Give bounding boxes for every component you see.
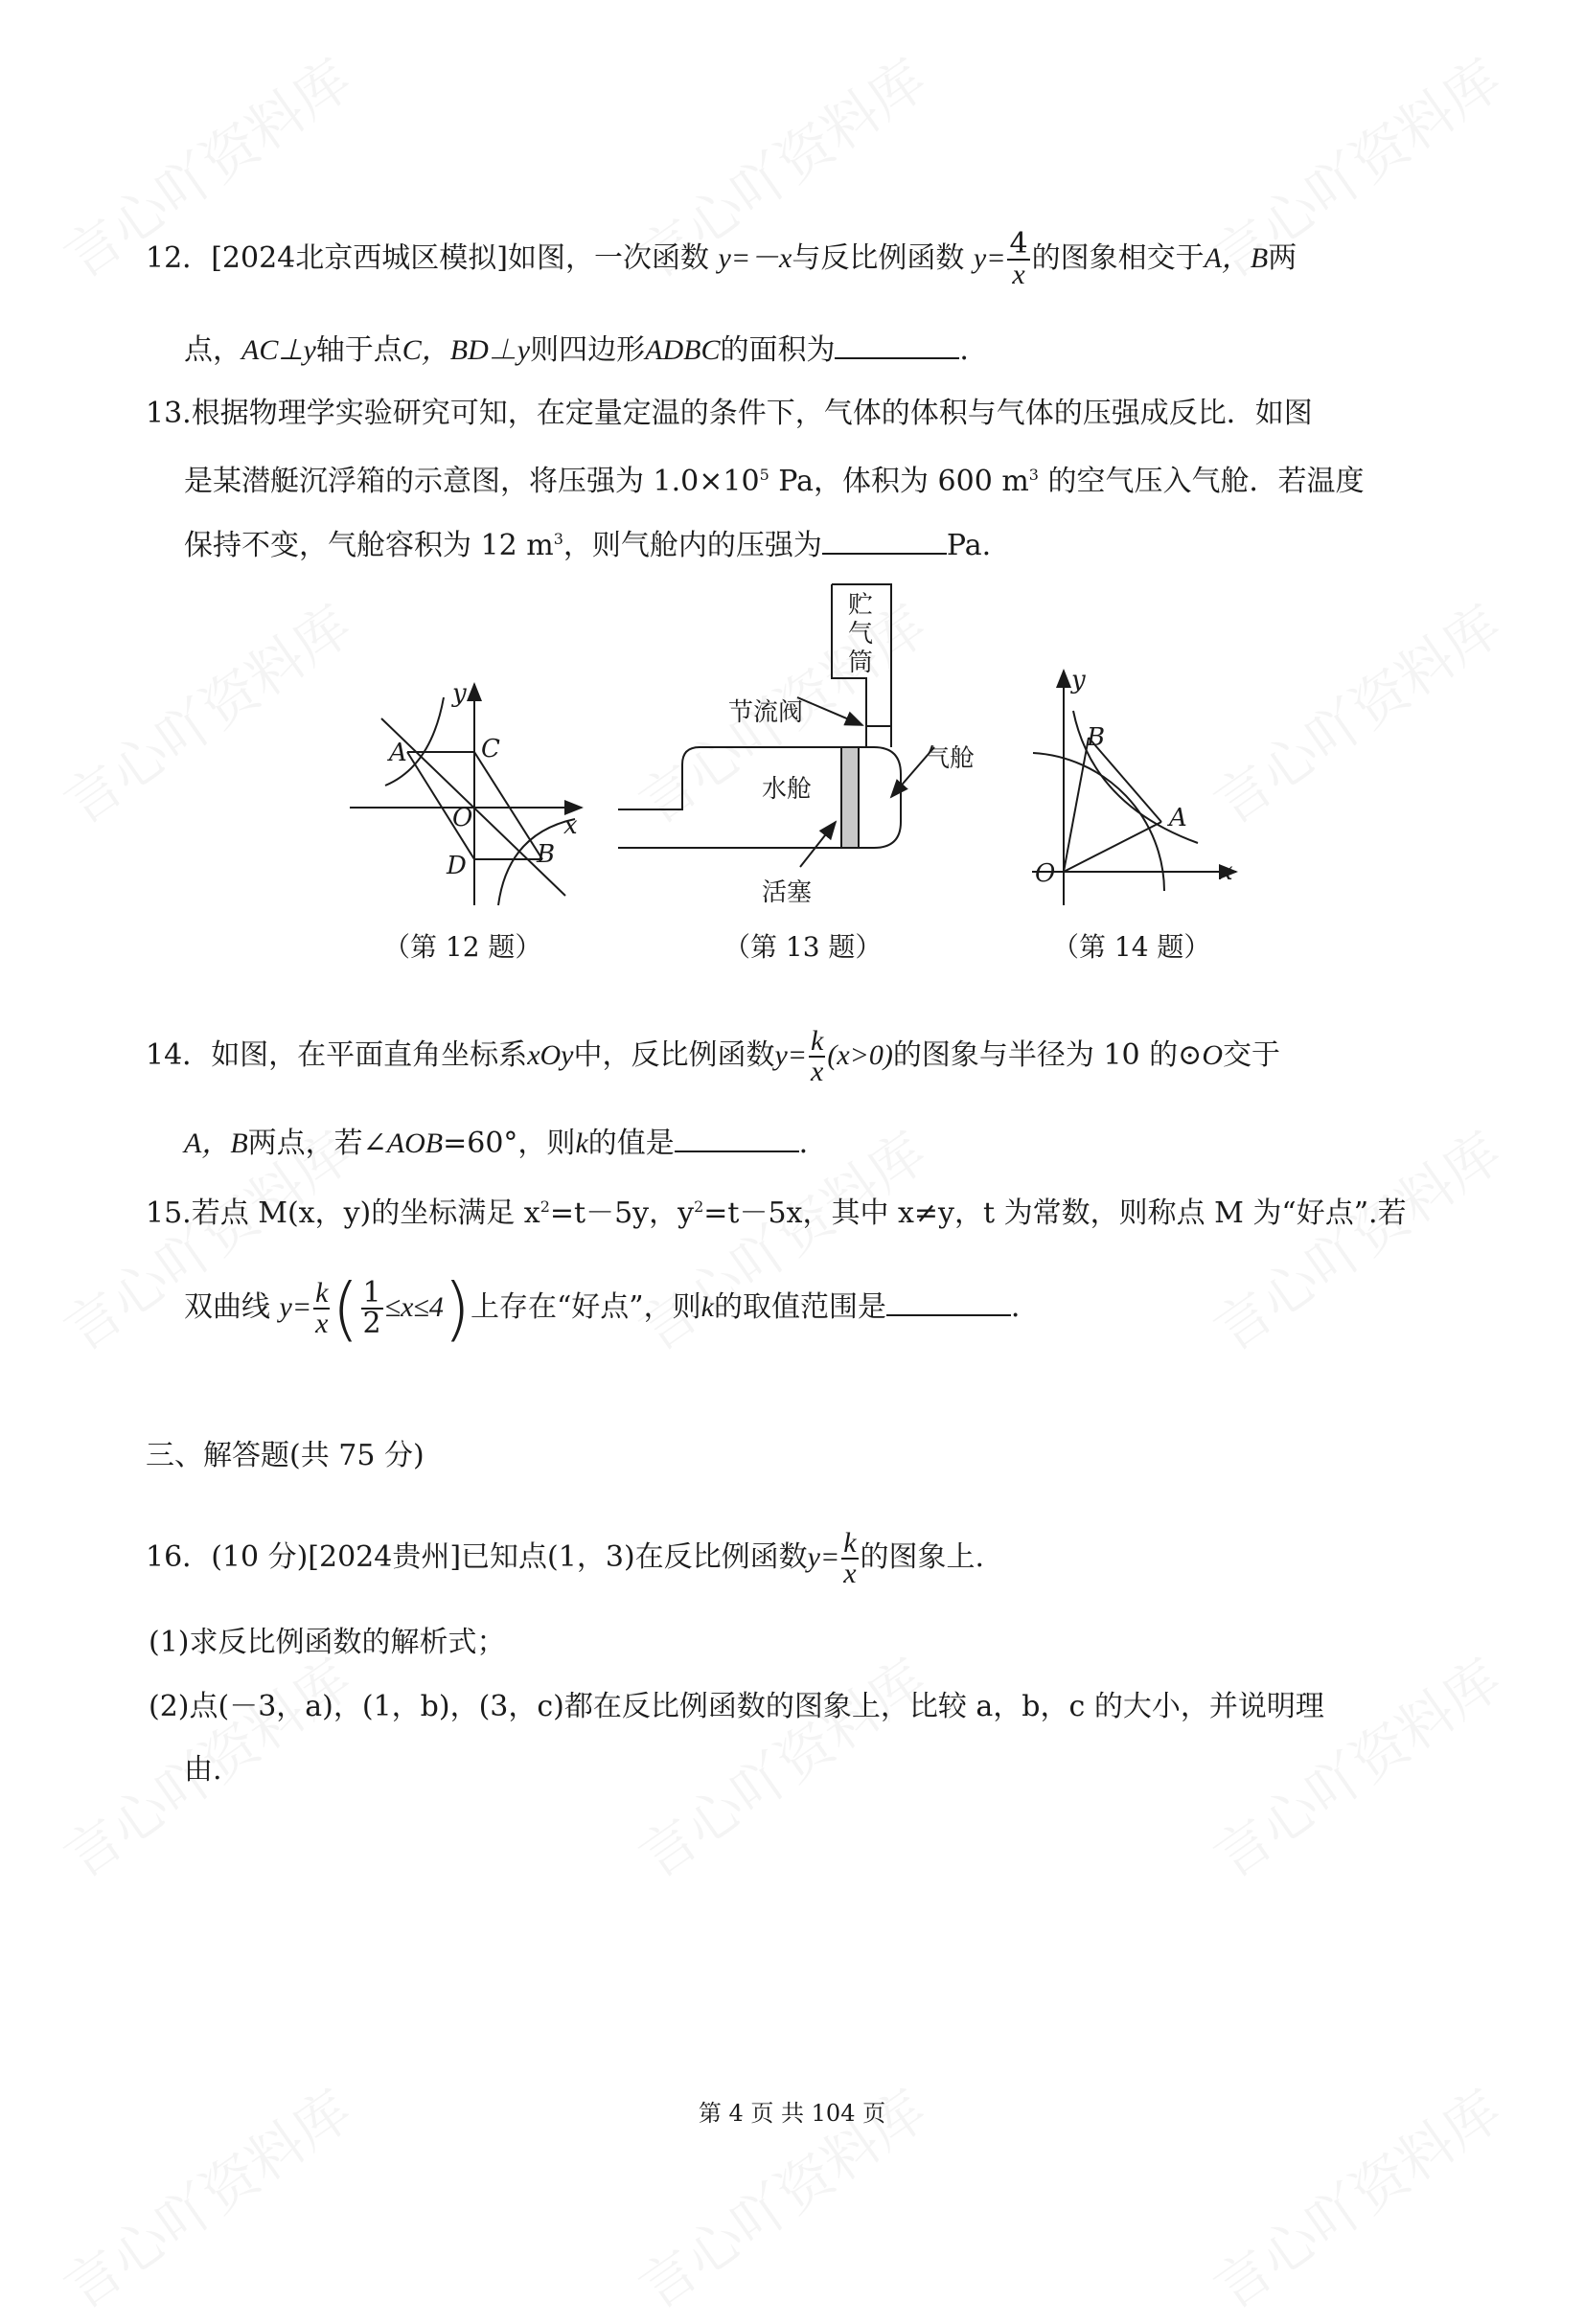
exponent: 5	[759, 466, 769, 484]
watermark-text	[1195, 1636, 1514, 1893]
exponent: 2	[539, 1197, 550, 1216]
caption-fig12: （第 12 题）	[383, 931, 542, 963]
segment-cb	[474, 752, 542, 859]
numerator: k	[843, 1527, 857, 1559]
text: Pa.	[946, 529, 992, 562]
text: 的面积为	[720, 333, 836, 367]
math: ADBC	[645, 334, 721, 366]
math: A，B	[1204, 242, 1269, 274]
text: 的图象与半径为 10 的⊙	[892, 1038, 1203, 1072]
math: y=	[279, 1291, 312, 1323]
question-13-line-2	[184, 456, 1365, 501]
fig13-label-tank-2: 气	[848, 620, 874, 649]
text: ．	[959, 333, 989, 367]
text: 两点，若∠	[247, 1127, 387, 1160]
question-number: 16．	[146, 1540, 212, 1574]
valve-arrow	[797, 697, 862, 725]
text: =t－5y，y	[549, 1196, 695, 1230]
denominator: x	[1012, 259, 1025, 290]
math: A，B	[184, 1128, 248, 1159]
watermark-text	[620, 1636, 939, 1893]
question-number: 14．	[146, 1038, 212, 1072]
text: 的图象相交于	[1031, 241, 1205, 275]
question-12-line-1	[146, 227, 1297, 290]
text: 点，	[184, 333, 241, 367]
text: 的值是	[587, 1127, 675, 1160]
answer-blank[interactable]	[822, 526, 947, 555]
text: 15.若点 M(x，y)的坐标满足 x	[146, 1196, 540, 1230]
text: (10 分)[2024贵州]已知点(1，3)在反比例函数	[211, 1540, 808, 1574]
text: ，则气舱内的压强为	[562, 529, 822, 562]
question-14-line-2	[184, 1124, 828, 1163]
question-15-line-1	[146, 1188, 1407, 1233]
text: 两	[1268, 241, 1297, 275]
math: xOy	[527, 1039, 574, 1071]
text: 的空气压入气舱．若温度	[1038, 465, 1365, 498]
math: y=	[807, 1541, 840, 1573]
math: y=－x	[718, 242, 792, 274]
math: (x>0)	[827, 1039, 893, 1071]
fig14-label-y: y	[1071, 666, 1086, 695]
text: 双曲线	[184, 1290, 270, 1324]
fraction	[313, 1279, 330, 1338]
caption-fig13: （第 13 题）	[723, 931, 883, 963]
question-12-line-2	[184, 330, 988, 370]
text: Pa，体积为 600 m	[769, 465, 1029, 498]
question-13-line-1: 13.根据物理学实验研究可知，在定量定温的条件下，气体的体积与气体的压强成反比．如图	[146, 397, 1313, 430]
text: 交于	[1222, 1038, 1280, 1072]
math: k	[575, 1128, 588, 1159]
fig12-label-b: B	[537, 840, 556, 869]
numerator: k	[811, 1025, 824, 1057]
math: AC⊥y	[241, 334, 316, 366]
text: 与反比例函数	[792, 241, 965, 275]
text: =60°，则	[443, 1127, 576, 1160]
exponent: 2	[694, 1197, 704, 1216]
question-source: [2024北京西城区模拟]	[211, 241, 508, 275]
question-16-part-1: (1)求反比例函数的解析式；	[149, 1626, 506, 1659]
numerator: 4	[1009, 227, 1028, 261]
question-16-part-2: (2)点(－3，a)，(1，b)，(3，c)都在反比例函数的图象上，比较 a，b，c 的大小，并说明理	[149, 1690, 1324, 1723]
math: y=	[973, 242, 1006, 274]
denominator: x	[843, 1558, 857, 1589]
paren-left: (	[332, 1268, 359, 1349]
math: C，BD⊥y	[402, 334, 531, 366]
page-footer: 第 4 页 共 104 页	[698, 2100, 886, 2127]
question-number: 12．	[146, 241, 212, 275]
fig13-label-air: 气舱	[925, 744, 976, 773]
paren-right: )	[443, 1268, 471, 1349]
fraction	[841, 1529, 858, 1588]
answer-blank[interactable]	[675, 1124, 799, 1152]
question-16-part-2-cont: 由.	[184, 1753, 222, 1787]
denominator: 2	[362, 1307, 381, 1340]
fig14-label-a: A	[1169, 804, 1187, 832]
text: 中，反比例函数	[573, 1038, 775, 1072]
section-heading: 三、解答题(共 75 分)	[146, 1439, 425, 1472]
text: 上存在“好点”，则	[470, 1290, 701, 1324]
fig13-label-valve: 节流阀	[728, 698, 804, 727]
text: 的取值范围是	[713, 1290, 886, 1324]
text: ．	[1010, 1290, 1040, 1324]
text: 的图象上.	[860, 1540, 985, 1574]
figure-14	[1032, 671, 1236, 905]
fig12-label-c: C	[481, 735, 500, 763]
exponent: 3	[1028, 466, 1039, 484]
fig12-label-o: O	[452, 804, 473, 832]
piston	[841, 747, 859, 848]
math: k	[700, 1291, 714, 1323]
fig13-label-water: 水舱	[762, 775, 813, 804]
watermark-text	[1195, 1109, 1514, 1366]
text: 如图，一次函数	[507, 241, 709, 275]
text: 是某潜艇沉浮箱的示意图，将压强为 1.0×10	[184, 465, 760, 498]
text: =t－5x，其中 x≠y，t 为常数，则称点 M 为“好点”.若	[703, 1196, 1407, 1230]
fig12-label-x: x	[563, 811, 578, 840]
numerator: k	[315, 1277, 329, 1309]
piston-arrow	[800, 822, 836, 867]
math: y=	[774, 1039, 808, 1071]
fig14-label-b: B	[1087, 723, 1106, 752]
text: 则四边形	[530, 333, 646, 367]
fig13-label-tank-1: 贮	[848, 591, 874, 620]
figures	[0, 565, 1584, 977]
exponent: 3	[553, 530, 563, 548]
fig13-label-piston: 活塞	[762, 878, 813, 907]
fig13-label-tank-3: 筒	[848, 649, 874, 677]
fig14-label-x: x	[1219, 857, 1233, 886]
math: O	[1202, 1039, 1223, 1071]
question-13-line-3	[184, 520, 991, 565]
segment-ob	[1064, 738, 1089, 872]
answer-blank[interactable]	[835, 330, 959, 359]
math: AOB	[386, 1128, 444, 1159]
fraction	[361, 1276, 383, 1340]
question-14-line-1	[146, 1027, 1280, 1086]
caption-fig14: （第 14 题）	[1052, 931, 1211, 963]
fig12-label-a: A	[389, 739, 407, 767]
answer-blank[interactable]	[886, 1287, 1011, 1316]
question-16-line-1	[146, 1529, 984, 1588]
fraction	[809, 1027, 825, 1086]
fig14-label-o: O	[1035, 859, 1056, 888]
fig12-label-d: D	[447, 852, 467, 880]
denominator: x	[811, 1056, 824, 1087]
math: ≤x≤4	[384, 1291, 444, 1323]
fig12-label-y: y	[452, 679, 467, 708]
text: 如图，在平面直角坐标系	[211, 1038, 528, 1072]
text: ．	[798, 1127, 828, 1160]
numerator: 1	[362, 1276, 381, 1310]
fraction	[1007, 227, 1029, 290]
denominator: x	[315, 1308, 329, 1339]
segment-oa	[1064, 822, 1161, 872]
text: 保持不变，气舱容积为 12 m	[184, 529, 554, 562]
question-15-line-2	[184, 1268, 1040, 1349]
text: 轴于点	[315, 333, 402, 367]
